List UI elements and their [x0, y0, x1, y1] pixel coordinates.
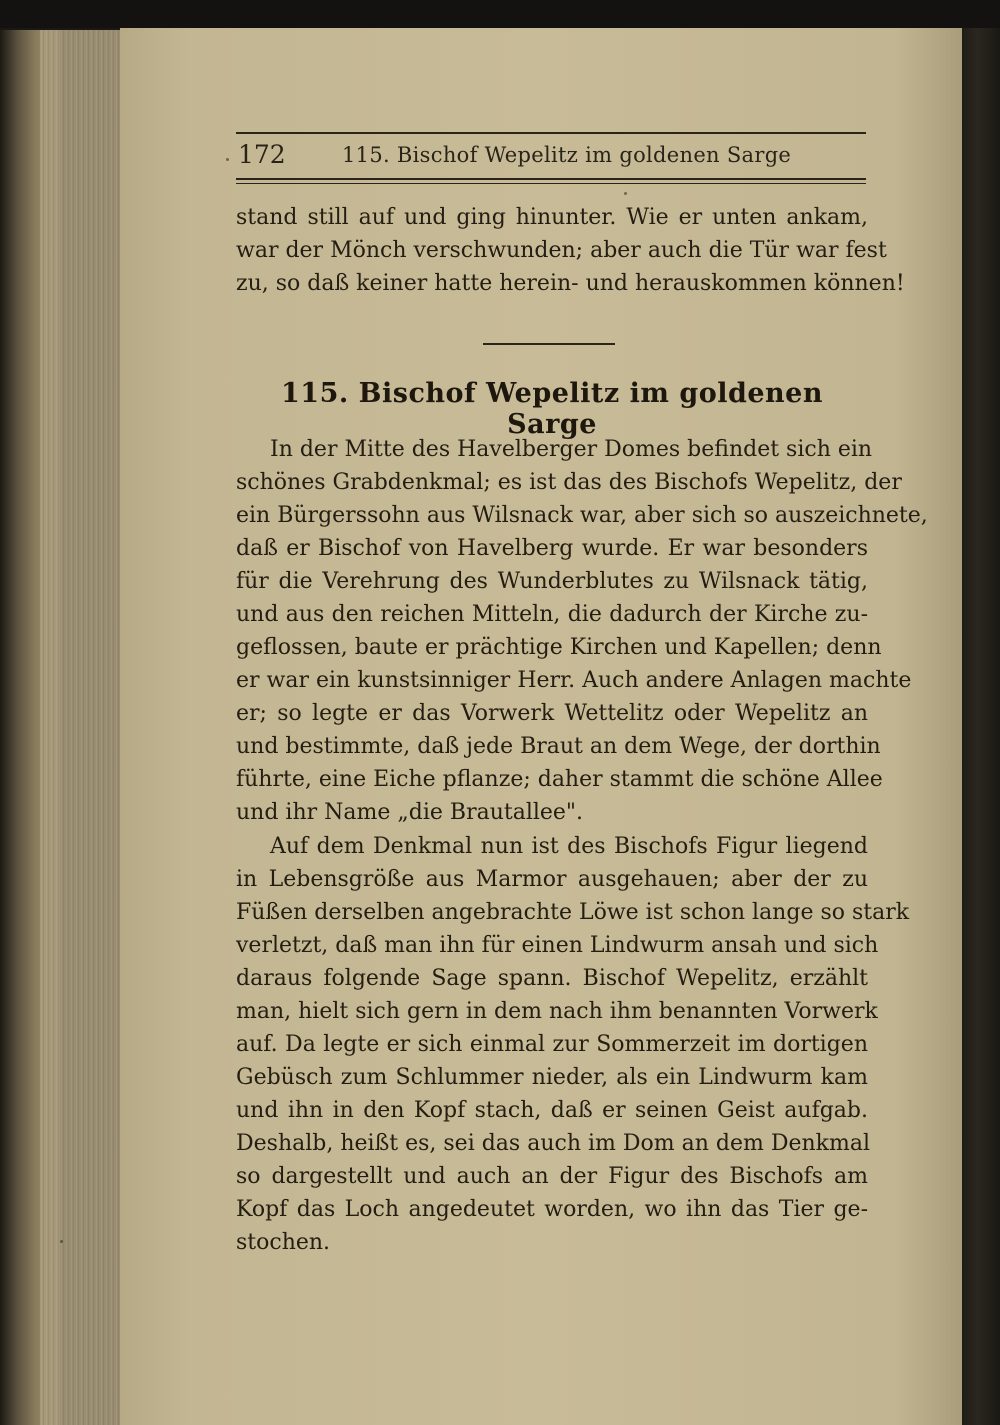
text-line: in Lebensgröße aus Marmor ausgehauen; aber der zu: [236, 867, 868, 892]
text-line: er war ein kunstsinniger Herr. Auch andere Anlagen machte: [236, 668, 912, 693]
text-line: er; so legte er das Vorwerk Wettelitz oder Wepelitz an: [236, 701, 868, 726]
text-line: auf. Da legte er sich einmal zur Sommerzeit im dortigen: [236, 1032, 868, 1057]
text-line: Kopf das Loch angedeutet worden, wo ihn das Tier ge-: [236, 1197, 868, 1222]
text-line: stochen.: [236, 1230, 331, 1255]
paragraph-2: [236, 830, 910, 1259]
text-line: In der Mitte des Havelberger Domes befindet sich ein: [270, 437, 873, 462]
paper-speck: [624, 192, 627, 195]
section-separator-rule: [483, 343, 615, 345]
header-rule-thin: [236, 183, 866, 184]
text-line: führte, eine Eiche pflanze; daher stammt die schöne Allee: [236, 767, 883, 792]
text-line: Füßen derselben angebrachte Löwe ist schon lange so stark: [236, 900, 910, 925]
text-line: so dargestellt und auch an der Figur des Bischofs am: [236, 1164, 868, 1189]
text-line: und ihr Name „die Brautallee".: [236, 800, 584, 825]
text-line: verletzt, daß man ihn für einen Lindwurm ansah und sich: [236, 933, 879, 958]
paper-speck: [226, 158, 229, 161]
text-line: ein Bürgerssohn aus Wilsnack war, aber sich so auszeichnete,: [236, 503, 928, 528]
page-number: 172: [238, 140, 286, 169]
text-line: für die Verehrung des Wunderblutes zu Wilsnack tätig,: [236, 569, 868, 594]
text-line: man, hielt sich gern in dem nach ihm benannten Vorwerk: [236, 999, 878, 1024]
page-stack-edge: [40, 30, 130, 1425]
running-head: 115. Bischof Wepelitz im goldenen Sarge: [342, 143, 792, 167]
text-line: und ihn in den Kopf stach, daß er seinen Geist aufgab.: [236, 1098, 868, 1123]
text-line: und bestimmte, daß jede Braut an dem Wege, der dorthin: [236, 734, 881, 759]
header-rule: [236, 178, 866, 180]
text-line: geflossen, baute er prächtige Kirchen und Kapellen; denn: [236, 635, 882, 660]
text-line: daraus folgende Sage spann. Bischof Wepelitz, erzählt: [236, 966, 868, 991]
text-line: und aus den reichen Mitteln, die dadurch der Kirche zu-: [236, 602, 868, 627]
text-line: Auf dem Denkmal nun ist des Bischofs Figur liegend: [270, 834, 868, 859]
paper-speck: [60, 1240, 63, 1243]
text-line: stand still auf und ging hinunter. Wie er unten ankam,: [236, 205, 868, 230]
section-title: 115. Bischof Wepelitz im goldenen Sarge: [281, 378, 823, 440]
text-line: Gebüsch zum Schlummer nieder, als ein Lindwurm kam: [236, 1065, 868, 1090]
scan-background-top: [0, 0, 1000, 28]
paragraph-1: [236, 433, 928, 829]
continuation-text: [236, 201, 905, 300]
text-line: war der Mönch verschwunden; aber auch die Tür war fest: [236, 238, 887, 263]
text-line: schönes Grabdenkmal; es ist das des Bischofs Wepelitz, der: [236, 470, 902, 495]
scan-background-right: [962, 28, 1000, 1425]
text-line: Deshalb, heißt es, sei das auch im Dom an dem Denkmal: [236, 1131, 871, 1156]
text-line: daß er Bischof von Havelberg wurde. Er war besonders: [236, 536, 868, 561]
page-header: [236, 132, 866, 184]
text-line: zu, so daß keiner hatte herein- und herauskommen können!: [236, 271, 905, 296]
